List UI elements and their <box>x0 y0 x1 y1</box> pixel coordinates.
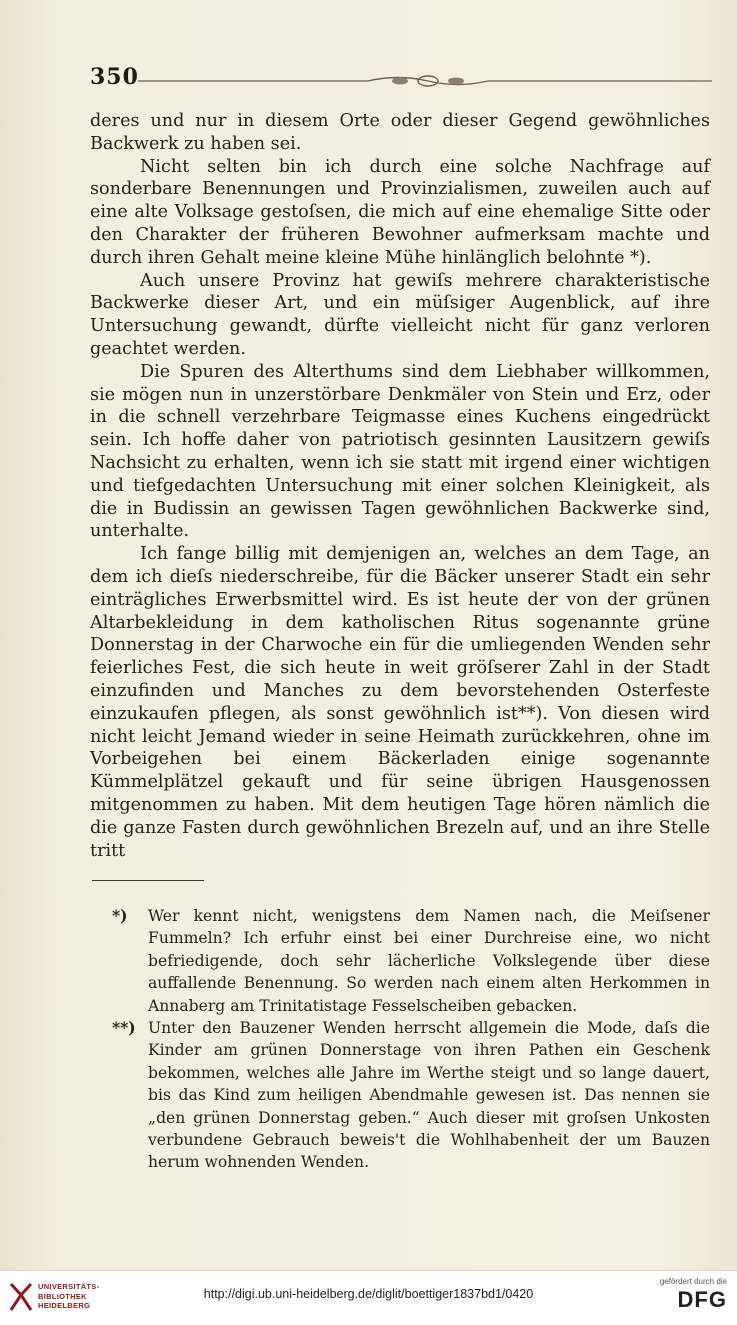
footnote <box>112 1017 710 1174</box>
footnote <box>112 905 710 1017</box>
footnote-text: Wer kennt nicht, wenigstens dem Namen nach, die Meiſsener Fummeln? Ich erfuhr einst bei einer Durchreise eine, wo nicht befriedigende, doch sehr lächerliche Volkslegende über diese auffallende Benennung. So werden nach einem alten Herkommen in Annaberg am Trinitatistage Fesselscheiben gebacken. <box>148 907 710 1015</box>
footnote-mark: **) <box>112 1018 136 1038</box>
library-name-line: BIBLIOTHEK <box>38 1291 87 1301</box>
permalink-url[interactable]: http://digi.ub.uni-heidelberg.de/diglit/boettiger1837bd1/0420 <box>203 1287 534 1301</box>
footnote-text: Unter den Bauzener Wenden herrscht allgemein die Mode, daſs die Kinder am grünen Donnerstage von ihren Pathen ein Geschenk bekommen, welches alle Jahre im Werthe steigt und so lange dauert, bis das Kind zum heiligen Abendmahle gewesen ist. Das nennen sie „den grünen Donnerstag geben.“ Auch dieser mit groſsen Unkosten verbundene Gebrauch beweis't die Wohlhabenheit der um Bauzen herum wohnenden Wenden. <box>148 1019 710 1172</box>
funding-notice[interactable] <box>647 1277 727 1313</box>
header-ornament-icon <box>138 72 712 90</box>
paragraph: Auch unsere Provinz hat gewiſs mehrere charakteristische Backwerke dieser Art, und ein müſsiger Augenblick, auf ihre Untersuchung gewandt, dürfte vielleicht nicht für ganz verloren geachtet werden. <box>90 270 710 359</box>
page-header <box>90 62 712 96</box>
funded-by-label: gefördert durch die <box>659 1277 727 1286</box>
library-name-line: UNIVERSITÄTS- <box>38 1282 100 1291</box>
viewer-footer <box>0 1270 737 1325</box>
footnotes <box>112 905 710 1174</box>
paragraph: deres und nur in diesem Orte oder dieser Gegend gewöhnliches Backwerk zu haben sei. <box>90 111 710 154</box>
library-name-line: HEIDELBERG <box>38 1301 91 1310</box>
page-number: 350 <box>90 64 139 90</box>
paragraph: Die Spuren des Alterthums sind dem Liebhaber willkommen, sie mögen nun in unzerstörbare Denkmäler von Stein und Erz, oder in die schnell verzehrbare Teigmasse eines Kuchens eingedrückt sein. Ich hoffe daher von patriotisch gesinnten Lausitzern gewiſs Nachsicht zu erhalten, wenn ich sie statt mit irgend einer wichtigen und tiefgedachten Untersuchung mit einer solchen Kleinigkeit, als die in Budissin an gewissen Tagen gewöhnlichen Backwerke sind, unterhalte. <box>90 361 710 542</box>
dfg-logo: DFG <box>677 1287 727 1312</box>
paragraph: Nicht selten bin ich durch eine solche Nachfrage auf sonderbare Benennungen und Provinzialismen, zuweilen auch auf eine alte Volksage gestoſsen, die mich auf eine ehemalige Sitte oder den Charakter der früheren Bewohner aufmerksam machte und durch ihren Gehalt meine kleine Mühe hinlänglich belohnte *). <box>90 156 710 268</box>
footnote-divider <box>92 880 204 881</box>
footnote-mark: *) <box>112 906 128 925</box>
body-text <box>90 110 710 862</box>
paragraph: Ich fange billig mit demjenigen an, welches an dem Tage, an dem ich dieſs niederschreibe, für die Bäcker unserer Stadt ein sehr einträgliches Erwerbsmittel wird. Es ist heute der von der grünen Altarbekleidung in dem katholischen Ritus sogenannte grüne Donnerstag in der Charwoche ein für die umliegenden Wenden sehr feierliches Fest, die sich heute in weit gröſserer Zahl in der Stadt einzufinden und Manches zu dem bevorstehenden Osterfeste einzukaufen pflegen, als sonst gewöhnlich ist**). Von diesen wird nicht leicht Jemand wieder in seine Heimath zurückkehren, ohne im Vorbeigehen bei einem Bäckerladen einige sogenannte Kümmelplätzel gekauft und für seine übrigen Hausgenossen mitgenommen zu haben. Mit dem heutigen Tage hören nämlich die die ganze Fasten durch gewöhnlichen Brezeln auf, und an ihre Stelle tritt <box>90 544 710 861</box>
